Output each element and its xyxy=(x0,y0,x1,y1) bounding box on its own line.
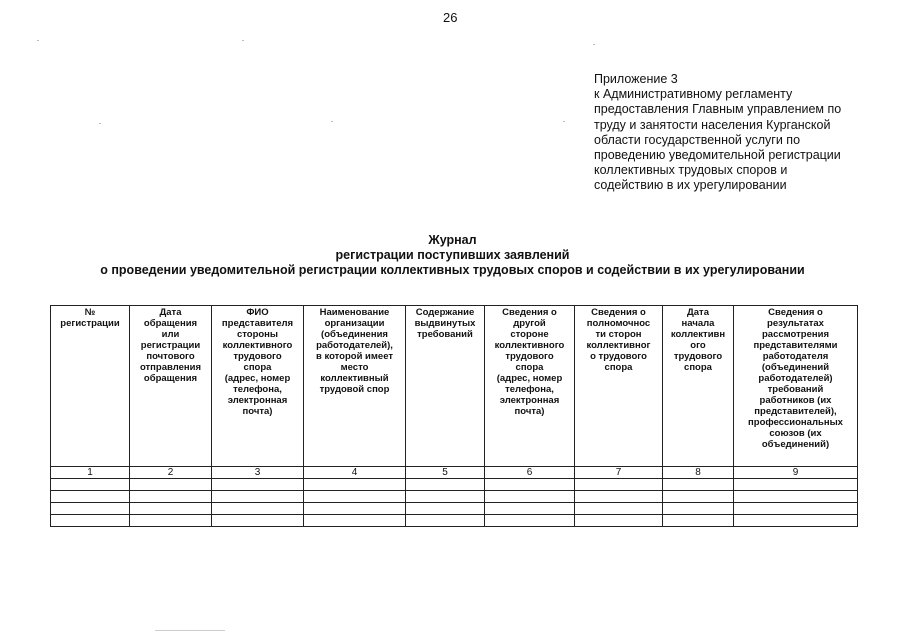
column-header xyxy=(51,306,130,467)
column-header-line: трудового xyxy=(505,351,554,362)
table-cell[interactable] xyxy=(304,515,406,527)
column-header-line: работников (их xyxy=(759,395,832,406)
column-header-line: спора xyxy=(604,362,633,373)
column-number: 7 xyxy=(575,467,663,479)
column-header-line: требований xyxy=(767,384,824,395)
column-number: 8 xyxy=(663,467,734,479)
column-header-line: ти сторон xyxy=(595,329,642,340)
column-header-line: представителей), xyxy=(754,406,837,417)
table-cell[interactable] xyxy=(130,491,212,503)
column-header-line: почта) xyxy=(514,406,545,417)
column-header-line: работодателя xyxy=(762,351,829,362)
column-header-line: № xyxy=(84,307,96,318)
column-header-line: спора xyxy=(684,362,712,373)
column-header-line: выдвинутых xyxy=(414,318,476,329)
column-header-line: рассмотрения xyxy=(762,329,829,340)
column-header-line: требований xyxy=(417,329,473,340)
column-header-line: место xyxy=(340,362,369,373)
column-header xyxy=(734,306,858,467)
table-cell[interactable] xyxy=(663,479,734,491)
column-header xyxy=(575,306,663,467)
registration-journal-table xyxy=(50,305,858,527)
appendix-line: области государственной услуги по xyxy=(594,132,801,147)
column-number: 4 xyxy=(304,467,406,479)
table-cell[interactable] xyxy=(575,503,663,515)
column-number: 6 xyxy=(485,467,575,479)
column-header-line: работодателей) xyxy=(758,373,833,384)
table-row xyxy=(51,503,858,515)
table-cell[interactable] xyxy=(406,479,485,491)
column-header-line: Сведения о xyxy=(591,307,646,318)
column-header-line: объединений) xyxy=(761,439,830,450)
table-cell[interactable] xyxy=(51,503,130,515)
column-header-line: начала xyxy=(681,318,715,329)
table-row xyxy=(51,515,858,527)
table-cell[interactable] xyxy=(51,491,130,503)
column-header-line: (объединения xyxy=(321,329,388,340)
appendix-line: труду и занятости населения Курганской xyxy=(594,117,831,132)
appendix-line: к Административному регламенту xyxy=(594,87,793,102)
column-header-line: коллективног xyxy=(586,340,651,351)
column-header-line: Дата xyxy=(159,307,182,318)
appendix-line: содействию в их урегулировании xyxy=(594,178,787,193)
column-header-line: почта) xyxy=(242,406,273,417)
column-header-line: регистрации xyxy=(140,340,201,351)
column-header-line: трудового xyxy=(673,351,723,362)
column-header xyxy=(304,306,406,467)
table-cell[interactable] xyxy=(734,503,858,515)
column-number: 5 xyxy=(406,467,485,479)
scan-speck xyxy=(593,44,595,45)
column-header-line: представителя xyxy=(221,318,294,329)
table-cell[interactable] xyxy=(212,479,304,491)
column-header-line: коллективный xyxy=(320,373,389,384)
column-header-line: Сведения о xyxy=(502,307,557,318)
table-row xyxy=(51,479,858,491)
column-header-line: почтового xyxy=(146,351,195,362)
column-header-line: Дата xyxy=(687,307,709,318)
table-cell[interactable] xyxy=(734,479,858,491)
table-cell[interactable] xyxy=(485,515,575,527)
column-header-line: электронная xyxy=(499,395,560,406)
column-header-line: спора xyxy=(515,362,544,373)
table-cell[interactable] xyxy=(304,491,406,503)
column-header-line: Наименование xyxy=(319,307,390,318)
journal-title-block xyxy=(0,233,905,277)
table-cell[interactable] xyxy=(212,515,304,527)
column-header-line: отправления xyxy=(139,362,202,373)
column-header-line: трудового xyxy=(233,351,282,362)
scan-speck xyxy=(331,121,333,122)
column-header-line: спора xyxy=(243,362,272,373)
appendix-line: проведению уведомительной регистрации xyxy=(594,148,841,163)
table-row xyxy=(51,491,858,503)
table-cell[interactable] xyxy=(734,491,858,503)
column-header-line: телефона, xyxy=(505,384,554,395)
column-header-line: коллективного xyxy=(494,340,565,351)
page-number: 26 xyxy=(443,10,458,25)
column-header-line: ого xyxy=(690,340,706,351)
table-cell[interactable] xyxy=(734,515,858,527)
table-cell[interactable] xyxy=(51,479,130,491)
column-header-line: трудовой спор xyxy=(319,384,390,395)
column-number: 9 xyxy=(734,467,858,479)
table-cell[interactable] xyxy=(663,503,734,515)
column-header-line: (адрес, номер xyxy=(496,373,563,384)
table-cell[interactable] xyxy=(663,515,734,527)
column-header xyxy=(212,306,304,467)
column-header-line: полномочнос xyxy=(586,318,651,329)
column-header-line: союзов (их xyxy=(769,428,822,439)
column-header-line: работодателей), xyxy=(316,340,393,351)
column-header-line: представителями xyxy=(753,340,838,351)
scan-speck xyxy=(563,121,565,122)
table-cell[interactable] xyxy=(575,515,663,527)
column-header-line: организации xyxy=(324,318,385,329)
appendix-line: Приложение 3 xyxy=(594,72,678,86)
table-cell[interactable] xyxy=(130,503,212,515)
column-header-line: в которой имеет xyxy=(315,351,394,362)
table-cell[interactable] xyxy=(485,503,575,515)
table-cell[interactable] xyxy=(406,515,485,527)
journal-subtitle: регистрации поступивших заявлений xyxy=(335,247,570,262)
table-cell[interactable] xyxy=(304,479,406,491)
table-cell[interactable] xyxy=(304,503,406,515)
scan-speck xyxy=(155,630,225,631)
column-number-row xyxy=(51,467,858,479)
table-cell[interactable] xyxy=(406,491,485,503)
table-header-row xyxy=(51,306,858,467)
column-header-line: о трудового xyxy=(590,351,647,362)
column-header-line: коллективн xyxy=(670,329,726,340)
column-header-line: обращения xyxy=(143,318,198,329)
column-header-line: (адрес, номер xyxy=(224,373,291,384)
column-header-line: Содержание xyxy=(415,307,475,318)
column-header-line: Сведения о xyxy=(768,307,823,318)
column-header-line: (объединений xyxy=(761,362,830,373)
column-header xyxy=(663,306,734,467)
table-cell[interactable] xyxy=(130,515,212,527)
scan-speck xyxy=(242,40,244,41)
column-number: 3 xyxy=(212,467,304,479)
column-number: 2 xyxy=(130,467,212,479)
column-header-line: или xyxy=(161,329,180,340)
column-header xyxy=(485,306,575,467)
column-header-line: стороны xyxy=(236,329,279,340)
table-cell[interactable] xyxy=(575,491,663,503)
table-cell[interactable] xyxy=(212,491,304,503)
column-header-line: телефона, xyxy=(233,384,282,395)
table-cell[interactable] xyxy=(485,491,575,503)
table-cell[interactable] xyxy=(575,479,663,491)
column-header xyxy=(130,306,212,467)
appendix-note xyxy=(594,72,894,194)
table-cell[interactable] xyxy=(663,491,734,503)
column-header xyxy=(406,306,485,467)
appendix-line: коллективных трудовых споров и xyxy=(594,163,788,178)
column-header-line: ФИО xyxy=(246,307,269,318)
column-header-line: обращения xyxy=(143,373,198,384)
column-header-line: другой xyxy=(513,318,546,329)
column-header-line: электронная xyxy=(227,395,288,406)
column-header-line: коллективного xyxy=(222,340,293,351)
table-cell[interactable] xyxy=(406,503,485,515)
column-number: 1 xyxy=(51,467,130,479)
table-cell[interactable] xyxy=(485,479,575,491)
column-header-line: стороне xyxy=(510,329,549,340)
journal-subtitle-2: о проведении уведомительной регистрации коллективных трудовых споров и содействии в их урегулировании xyxy=(100,262,805,277)
scan-speck xyxy=(99,123,101,124)
scan-speck xyxy=(37,40,39,41)
table-cell[interactable] xyxy=(212,503,304,515)
column-header-line: результатах xyxy=(767,318,824,329)
column-header-line: профессиональных xyxy=(748,417,843,428)
journal-title: Журнал xyxy=(428,233,477,247)
table-cell[interactable] xyxy=(51,515,130,527)
table-cell[interactable] xyxy=(130,479,212,491)
column-header-line: регистрации xyxy=(60,318,120,329)
appendix-line: предоставления Главным управлением по xyxy=(594,102,842,117)
